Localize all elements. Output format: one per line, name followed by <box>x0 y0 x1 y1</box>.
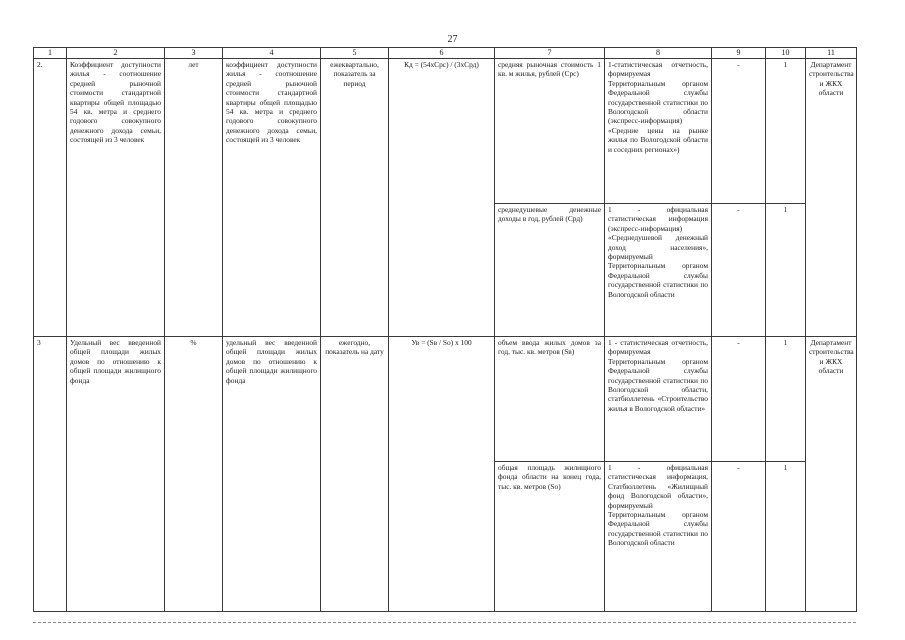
table-row <box>34 59 857 204</box>
column-10-value: 1 <box>766 337 806 462</box>
basic-indicator: среднедушевые денежные доходы в год, рублей (Срд) <box>495 204 605 337</box>
responsible-body: Департамент строительства и ЖКХ области <box>806 337 857 612</box>
indicator-definition: коэффициент доступности жилья - соотношение средней рыночной стоимости стандартной квартиры общей площадью 54 кв. метра и среднего годового совокупного денежного дохода семьи, состоящей из 3 человек <box>223 59 321 337</box>
column-number: 1 <box>34 48 67 59</box>
column-9-value: - <box>712 59 766 204</box>
basic-indicator: общая площадь жилищного фонда области на конец года, тыс. кв. метров (So) <box>495 462 605 612</box>
page-number: 27 <box>447 34 458 45</box>
periodicity: ежегодно, показатель на дату <box>321 337 389 612</box>
indicator-definition: удельный вес введенной общей площади жилых домов по отношению к общей площади жилищного фонда <box>223 337 321 612</box>
indicator-name: Коэффициент доступности жилья - соотношение средней рыночной стоимости стандартной квартиры общей площадью 54 кв. метра и среднего годового совокупного денежного дохода семьи, состоящей из 3 человек <box>67 59 165 337</box>
row-number: 3 <box>34 337 67 612</box>
column-9-value: - <box>712 462 766 612</box>
column-9-value: - <box>712 204 766 337</box>
indicator-name: Удельный вес введенной общей площади жилых домов по отношению к общей площади жилищного фонда <box>67 337 165 612</box>
collection-method: 1 - официальная статистическая информация (экспресс-информация) «Среднедушевой денежный доход населения», формируемый Территориальным органом Федеральной службы государственной статистики по Вологодской области <box>605 204 712 337</box>
column-10-value: 1 <box>766 462 806 612</box>
column-10-value: 1 <box>766 204 806 337</box>
column-number: 8 <box>605 48 712 59</box>
column-number: 3 <box>165 48 223 59</box>
unit-of-measure: лет <box>165 59 223 337</box>
column-10-value: 1 <box>766 59 806 204</box>
column-number-row <box>34 48 857 59</box>
column-number: 10 <box>766 48 806 59</box>
periodicity: ежеквартально, показатель за период <box>321 59 389 337</box>
indicator-table <box>33 47 857 612</box>
column-number: 2 <box>67 48 165 59</box>
calculation-formula: Кд = (54хСрс) / (3хСрд) <box>389 59 495 337</box>
basic-indicator: объем ввода жилых домов за год, тыс. кв. метров (Sв) <box>495 337 605 462</box>
column-number: 4 <box>223 48 321 59</box>
collection-method: 1-статистическая отчетность, формируемая Территориальным органом Федеральной службы государственной статистики по Вологодской области (экспресс-информация) «Средние цены на рынке жилья по Вологодской области и соседних регионах») <box>605 59 712 204</box>
calculation-formula: Ув = (Sв / So) х 100 <box>389 337 495 612</box>
column-number: 6 <box>389 48 495 59</box>
table-row <box>34 337 857 462</box>
collection-method: 1 - статистическая отчетность, формируемая Территориальным органом Федеральной службы государственной статистики по Вологодской области, статбюллетень «Строительство жилья в Вологодской области» <box>605 337 712 462</box>
responsible-body: Департамент строительства и ЖКХ области <box>806 59 857 337</box>
column-number: 7 <box>495 48 605 59</box>
column-number: 11 <box>806 48 857 59</box>
page-bottom-divider <box>33 622 856 623</box>
column-number: 9 <box>712 48 766 59</box>
column-number: 5 <box>321 48 389 59</box>
unit-of-measure: % <box>165 337 223 612</box>
collection-method: 1 - официальная статистическая информация, Статбюллетень «Жилищный фонд Вологодской области», формируемый Территориальным органом Федеральной службы государственной статистики по Вологодской области <box>605 462 712 612</box>
basic-indicator: средняя рыночная стоимость 1 кв. м жилья, рублей (Срс) <box>495 59 605 204</box>
column-9-value: - <box>712 337 766 462</box>
row-number: 2. <box>34 59 67 337</box>
